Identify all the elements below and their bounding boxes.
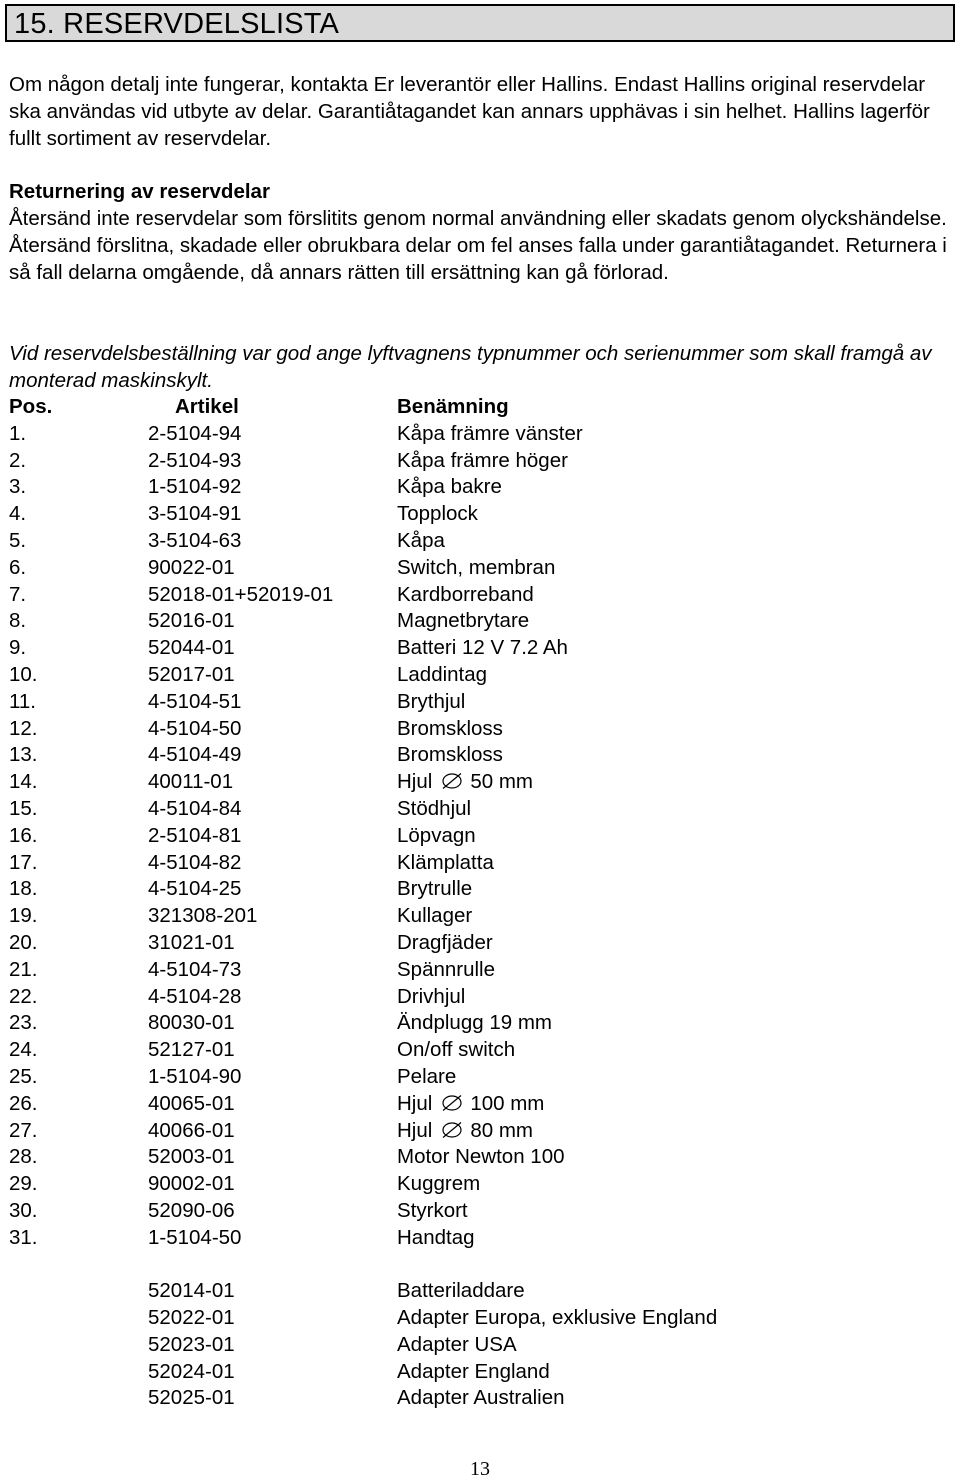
row-name-prefix: Hjul xyxy=(397,1091,433,1115)
row-pos: 11. xyxy=(9,689,36,713)
accessory-row xyxy=(9,1332,949,1359)
accessory-article: 52022-01 xyxy=(148,1306,235,1330)
row-pos: 21. xyxy=(9,957,38,981)
row-article: 1-5104-92 xyxy=(148,475,242,499)
table-row xyxy=(9,1010,949,1037)
row-name: Kullager xyxy=(397,904,473,928)
row-article: 2-5104-81 xyxy=(148,823,242,847)
row-pos: 14. xyxy=(9,770,38,794)
row-pos: 19. xyxy=(9,904,38,928)
row-article: 4-5104-84 xyxy=(148,796,242,820)
row-pos: 17. xyxy=(9,850,38,874)
row-name xyxy=(397,769,533,796)
row-article: 3-5104-91 xyxy=(148,502,242,526)
order-note: Vid reservdelsbeställning var god ange lyftvagnens typnummer och serienummer som skall framgå av monterad maskinskylt. xyxy=(9,342,932,392)
row-article: 4-5104-49 xyxy=(148,743,242,767)
row-pos: 20. xyxy=(9,930,38,954)
row-name: On/off switch xyxy=(397,1038,516,1062)
row-pos: 28. xyxy=(9,1145,38,1169)
row-article: 1-5104-90 xyxy=(148,1064,242,1088)
table-spacer xyxy=(9,1252,949,1279)
table-row xyxy=(9,957,949,984)
row-pos: 30. xyxy=(9,1198,38,1222)
table-row xyxy=(9,1064,949,1091)
row-name-suffix: 50 mm xyxy=(470,770,533,794)
table-row xyxy=(9,850,949,877)
row-name: Löpvagn xyxy=(397,823,476,847)
row-article: 52003-01 xyxy=(148,1145,235,1169)
row-article: 4-5104-73 xyxy=(148,957,242,981)
table-row xyxy=(9,635,949,662)
row-name: Magnetbrytare xyxy=(397,609,530,633)
row-name: Klämplatta xyxy=(397,850,494,874)
table-row xyxy=(9,769,949,796)
row-name-prefix: Hjul xyxy=(397,770,433,794)
row-pos: 4. xyxy=(9,502,27,526)
row-name: Laddintag xyxy=(397,662,488,686)
row-pos: 27. xyxy=(9,1118,38,1142)
table-row xyxy=(9,1037,949,1064)
row-name: Kåpa främre höger xyxy=(397,448,568,472)
page-number: 13 xyxy=(470,1458,490,1480)
table-row xyxy=(9,930,949,957)
row-article: 90022-01 xyxy=(148,555,235,579)
row-pos: 16. xyxy=(9,823,38,847)
accessory-name: Batteriladdare xyxy=(397,1279,525,1303)
table-row xyxy=(9,796,949,823)
row-name-suffix: 80 mm xyxy=(470,1118,533,1142)
table-row xyxy=(9,1198,949,1225)
row-article: 52017-01 xyxy=(148,662,235,686)
row-name: Motor Newton 100 xyxy=(397,1145,565,1169)
row-pos: 26. xyxy=(9,1091,38,1115)
return-title: Returnering av reservdelar xyxy=(9,180,270,203)
row-name: Batteri 12 V 7.2 Ah xyxy=(397,636,568,660)
row-name: Kåpa xyxy=(397,528,445,552)
row-article: 1-5104-50 xyxy=(148,1225,242,1249)
table-row xyxy=(9,1171,949,1198)
section-heading-box xyxy=(5,4,955,42)
row-pos: 25. xyxy=(9,1064,38,1088)
table-row xyxy=(9,421,949,448)
row-pos: 2. xyxy=(9,448,27,472)
row-name: Drivhjul xyxy=(397,984,466,1008)
row-article: 31021-01 xyxy=(148,930,235,954)
intro-paragraph: Om någon detalj inte fungerar, kontakta Er leverantör eller Hallins. Endast Hallins original reservdelar ska användas vid utbyte av delar. Garantiåtagandet kan annars upphävas i sin helhet. Hallins lagerför fullt sortiment av reservdelar. xyxy=(9,73,930,150)
accessory-article: 52024-01 xyxy=(148,1359,235,1383)
row-article: 4-5104-50 xyxy=(148,716,242,740)
row-article: 52018-01+52019-01 xyxy=(148,582,334,606)
row-pos: 31. xyxy=(9,1225,38,1249)
table-row xyxy=(9,903,949,930)
table-row xyxy=(9,1144,949,1171)
row-pos: 22. xyxy=(9,984,38,1008)
row-name-prefix: Hjul xyxy=(397,1118,433,1142)
row-name: Bromskloss xyxy=(397,743,503,767)
row-pos: 12. xyxy=(9,716,38,740)
parts-rows xyxy=(9,421,949,1252)
table-row xyxy=(9,1225,949,1252)
row-article: 4-5104-28 xyxy=(148,984,242,1008)
accessory-rows xyxy=(9,1278,949,1412)
table-row xyxy=(9,528,949,555)
row-name: Topplock xyxy=(397,502,478,526)
row-name-suffix: 100 mm xyxy=(470,1091,545,1115)
table-row xyxy=(9,555,949,582)
diameter-icon xyxy=(442,1095,462,1111)
diameter-icon xyxy=(442,1122,462,1138)
table-row xyxy=(9,1091,949,1118)
row-name: Switch, membran xyxy=(397,555,556,579)
row-article: 52044-01 xyxy=(148,636,235,660)
table-row xyxy=(9,823,949,850)
row-pos: 24. xyxy=(9,1038,38,1062)
row-name: Kardborreband xyxy=(397,582,534,606)
table-row xyxy=(9,716,949,743)
accessory-row xyxy=(9,1385,949,1412)
accessory-article: 52025-01 xyxy=(148,1386,235,1410)
row-article: 4-5104-51 xyxy=(148,689,242,713)
row-pos: 8. xyxy=(9,609,27,633)
row-name: Kåpa främre vänster xyxy=(397,421,583,445)
table-row xyxy=(9,474,949,501)
row-pos: 18. xyxy=(9,877,38,901)
row-pos: 9. xyxy=(9,636,27,660)
parts-table xyxy=(9,394,949,1412)
row-pos: 15. xyxy=(9,796,38,820)
table-row xyxy=(9,662,949,689)
accessory-name: Adapter USA xyxy=(397,1332,517,1356)
section-heading: 15. RESERVDELSLISTA xyxy=(14,8,340,40)
row-name xyxy=(397,1091,544,1118)
accessory-row xyxy=(9,1305,949,1332)
table-row xyxy=(9,608,949,635)
accessory-name: Adapter Australien xyxy=(397,1386,565,1410)
row-name: Spännrulle xyxy=(397,957,496,981)
return-paragraph: Återsänd inte reservdelar som förslitits genom normal användning eller skadats genom olyckshändelse. Återsänd förslitna, skadade eller obrukbara delar om fel anses falla under garantiåtagandet. Returnera i så fall delarna omgående, då annars rätten till ersättning kan gå förlorad. xyxy=(9,207,947,284)
row-name: Bromskloss xyxy=(397,716,503,740)
row-article: 52127-01 xyxy=(148,1038,235,1062)
row-article: 80030-01 xyxy=(148,1011,235,1035)
row-name: Styrkort xyxy=(397,1198,468,1222)
row-pos: 6. xyxy=(9,555,27,579)
row-name: Brytrulle xyxy=(397,877,473,901)
row-article: 4-5104-82 xyxy=(148,850,242,874)
accessory-row xyxy=(9,1359,949,1386)
row-article: 40066-01 xyxy=(148,1118,235,1142)
row-pos: 7. xyxy=(9,582,27,606)
row-article: 3-5104-63 xyxy=(148,528,242,552)
row-article: 2-5104-93 xyxy=(148,448,242,472)
row-article: 52016-01 xyxy=(148,609,235,633)
row-pos: 1. xyxy=(9,421,27,445)
row-name: Pelare xyxy=(397,1064,457,1088)
accessory-name: Adapter England xyxy=(397,1359,550,1383)
table-row xyxy=(9,742,949,769)
row-pos: 13. xyxy=(9,743,38,767)
row-article: 90002-01 xyxy=(148,1172,235,1196)
row-article: 2-5104-94 xyxy=(148,421,242,445)
row-name: Handtag xyxy=(397,1225,475,1249)
row-pos: 29. xyxy=(9,1172,38,1196)
row-article: 321308-201 xyxy=(148,904,258,928)
row-article: 40011-01 xyxy=(148,770,234,794)
table-row xyxy=(9,448,949,475)
accessory-article: 52014-01 xyxy=(148,1279,235,1303)
row-name: Kåpa bakre xyxy=(397,475,502,499)
accessory-article: 52023-01 xyxy=(148,1332,235,1356)
row-article: 40065-01 xyxy=(148,1091,235,1115)
row-pos: 5. xyxy=(9,528,27,552)
table-row xyxy=(9,501,949,528)
row-pos: 23. xyxy=(9,1011,38,1035)
header-pos: Pos. xyxy=(9,395,53,418)
table-row xyxy=(9,689,949,716)
diameter-icon xyxy=(442,773,462,789)
row-name: Stödhjul xyxy=(397,796,472,820)
table-row xyxy=(9,984,949,1011)
accessory-name: Adapter Europa, exklusive England xyxy=(397,1306,718,1330)
table-row xyxy=(9,582,949,609)
row-article: 4-5104-25 xyxy=(148,877,242,901)
header-name: Benämning xyxy=(397,395,509,418)
row-name: Dragfjäder xyxy=(397,930,493,954)
row-article: 52090-06 xyxy=(148,1198,235,1222)
accessory-row xyxy=(9,1278,949,1305)
row-pos: 3. xyxy=(9,475,27,499)
row-name: Ändplugg 19 mm xyxy=(397,1011,552,1035)
table-row xyxy=(9,876,949,903)
row-name: Kuggrem xyxy=(397,1172,481,1196)
row-name: Brythjul xyxy=(397,689,466,713)
row-name xyxy=(397,1118,533,1145)
table-row xyxy=(9,1118,949,1145)
row-pos: 10. xyxy=(9,662,38,686)
parts-table-header xyxy=(9,394,949,421)
header-article: Artikel xyxy=(175,395,239,418)
